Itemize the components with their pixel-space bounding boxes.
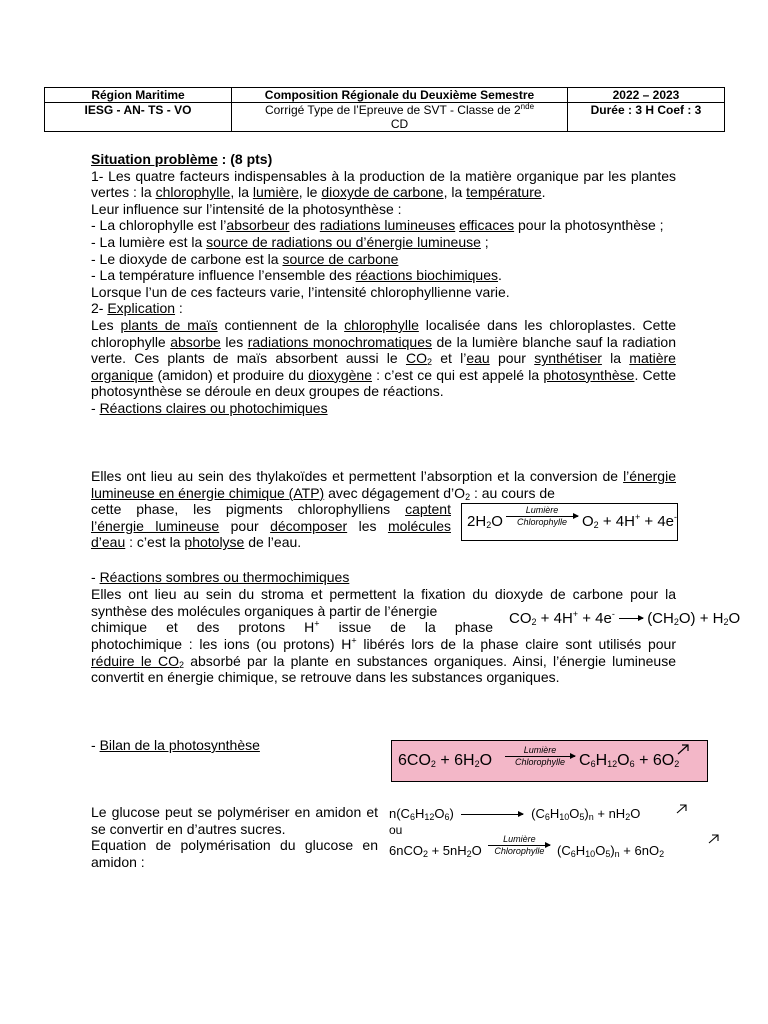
year-cell: 2022 – 2023 [568, 88, 725, 103]
reaction-arrow-icon [461, 814, 523, 815]
sombres-paragraph-2: chimique et des protons H+ issue de la phase [91, 618, 494, 635]
polymerisation-equation-1: $n(C_6H_{12}O_6)$ $(C_6H_{10}O_5)_n + nH_2O$ [389, 806, 641, 822]
part1-bullet-3: - Le dioxyde de carbone est la source de carbone [91, 250, 399, 267]
header-table [44, 87, 725, 132]
part1-bullet-2: - La lumière est la source de radiations ou d’énergie lumineuse ; [91, 233, 489, 250]
gas-release-arrow-icon [677, 743, 691, 755]
duration-cell: Durée : 3 H Coef : 3 [568, 103, 725, 132]
main-text-block [91, 151, 676, 417]
reaction-arrow-icon: Lumière Chlorophylle [488, 834, 550, 857]
part2-heading: 2- Explication : [91, 300, 183, 317]
bilan-heading: - Bilan de la photosynthèse [91, 737, 260, 753]
claires-paragraph: Elles ont lieu au sein des thylakoïdes et permettent l’absorption et la conversion de l’énergie lumineuse en énergie chimique (ATP) avec dégagement $d’O_2$ : au cours de [91, 468, 676, 502]
part2-paragraph: Les plants de maïs contiennent de la chlorophylle localisée dans les chloroplastes. Cette chlorophylle absorbe les radiations monochromatiques de la lumière blanche sauf la radiation verte. Ces plants de maïs absorbent aussi le $CO_2$ et l’eau pour synthétiser la matière organique (amidon) et produire du dioxygène : c’est ce qui est appelé la photosynthèse. Cette photosynthèse se déroule en deux groupes de réactions. [91, 316, 677, 400]
ou-label: ou [389, 823, 403, 837]
reaction-arrow-icon: Lumière Chlorophylle [505, 745, 575, 768]
composition-cell: Composition Régionale du Deuxième Semestre [232, 88, 568, 103]
sombres-block [91, 569, 676, 586]
part1-bullet-1: - La chlorophylle est l’absorbeur des radiations lumineuses efficaces pour la photosynthèse ; [91, 217, 664, 234]
sombres-paragraph-3: photochimique : les ions (ou protons) H+ libérés lors de la phase claire sont utilisés pour réduire le $CO_2$ absorbé par la plante en substances organiques. Ainsi, l’énergie lumineuse convertit en énergie chimique, se retrouve dans les substances organiques. [91, 635, 676, 686]
sombres-paragraph-1: Elles ont lieu au sein du stroma et permettent la fixation du dioxyde de carbone pour la synthèse des molécules organiques à partir de l’énergie [91, 586, 676, 619]
bilan-equation: $6CO_2 + 6H_2O$ Lumière Chlorophylle $C_6H_{12}O_6 + 6O_2$ [391, 740, 708, 782]
polymerisation-equation-2: $6nCO_2 + 5nH_2O$ Lumière Chlorophylle $(C_6H_{10}O_5)_n + 6nO_2$ [389, 834, 665, 859]
gas-release-arrow-icon [676, 803, 688, 814]
photolysis-equation: $2H_2O$ Lumière Chlorophylle $O_2 + 4H^+ + 4e^-$ [461, 503, 678, 541]
part1-intro: 1- Les quatre facteurs indispensables à la production de la matière organique par les plantes vertes : la chlorophylle, la lumière, le dioxyde de carbone, la température. [91, 167, 676, 201]
region-cell: Région Maritime [45, 88, 232, 103]
claires-paragraph-cont: cette phase, les pigments chlorophylliens captent l’énergie lumineuse pour décomposer les molécules d’eau : c’est la photolyse de l’eau. [91, 501, 451, 551]
gas-release-arrow-icon [708, 833, 720, 844]
sombres-heading: - Réactions sombres ou thermochimiques [91, 569, 350, 585]
header-row-1 [45, 88, 725, 103]
situation-title: Situation problème : (8 pts) [91, 151, 273, 167]
part1-bullet-4: - La température influence l’ensemble des réactions biochimiques. [91, 267, 502, 284]
dark-reaction-equation: $CO_2 + 4H^+ + 4e^-$ $(CH_2O) + H_2O$ [509, 609, 741, 627]
part1-conclusion: Lorsque l’un de ces facteurs varie, l’intensité chlorophyllienne varie. [91, 283, 510, 300]
header-row-2 [45, 103, 725, 132]
reaction-arrow-icon: Lumière Chlorophylle [506, 505, 578, 528]
school-cell: IESG - AN- TS - VO [45, 103, 232, 132]
subject-cell: Corrigé Type de l’Epreuve de SVT - Classe de 2nde CD [232, 103, 568, 132]
glucose-text: Le glucose peut se polymériser en amidon et se convertir en d’autres sucres. Equation de polymérisation du glucose en amidon : [91, 804, 378, 870]
reaction-arrow-icon [619, 618, 643, 619]
claires-heading: - Réactions claires ou photochimiques [91, 399, 328, 416]
part1-influence: Leur influence sur l’intensité de la photosynthèse : [91, 200, 402, 217]
